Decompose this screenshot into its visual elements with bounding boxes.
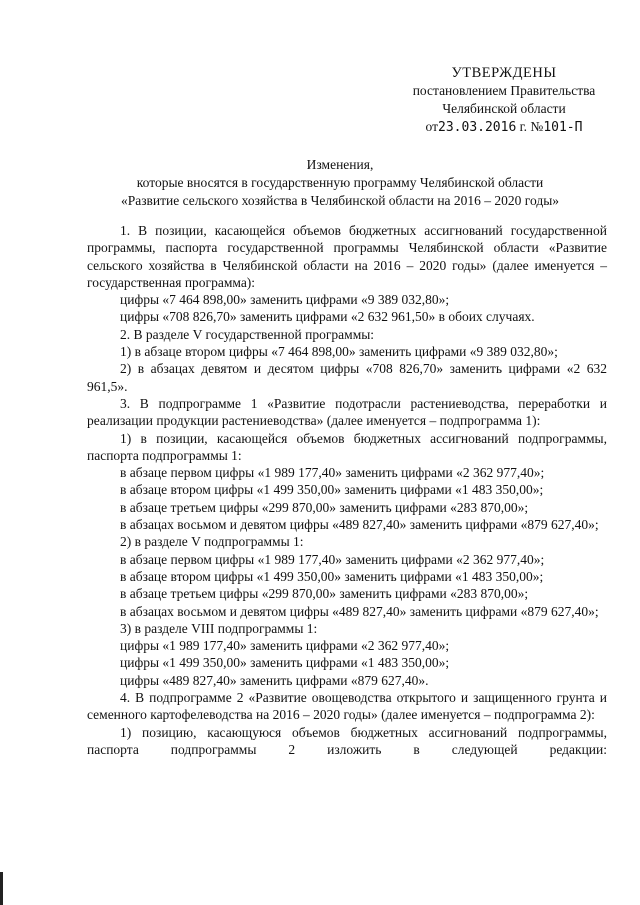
- paragraph-9: в абзаце первом цифры «1 989 177,40» заменить цифрами «2 362 977,40»;: [120, 465, 545, 481]
- approval-date-line: [384, 118, 624, 137]
- title-line-2: которые вносятся в государственную программу Челябинской области: [136, 175, 544, 190]
- paragraph-15: в абзаце втором цифры «1 499 350,00» заменить цифрами «1 483 350,00»;: [120, 568, 544, 584]
- paragraph-21: цифры «489 827,40» заменить цифрами «879 627,40».: [120, 672, 429, 688]
- paragraph-19: цифры «1 989 177,40» заменить цифрами «2 362 977,40»;: [120, 638, 450, 654]
- paragraph-6: 2) в абзацах девятом и десятом цифры «708 826,70» заменить цифрами «2 632 961,5».: [87, 361, 607, 394]
- title-line-3: «Развитие сельского хозяйства в Челябинской области на 2016 – 2020 годы»: [120, 193, 560, 208]
- paragraph-16: в абзаце третьем цифры «299 870,00» заменить цифрами «283 870,00»;: [120, 586, 529, 602]
- document-title: [60, 156, 620, 210]
- paragraph-10: в абзаце втором цифры «1 499 350,00» заменить цифрами «1 483 350,00»;: [120, 482, 544, 498]
- paragraph-20: цифры «1 499 350,00» заменить цифрами «1 483 350,00»;: [120, 655, 450, 671]
- paragraph-3: цифры «708 826,70» заменить цифрами «2 632 961,50» в обоих случаях.: [120, 309, 535, 325]
- paragraph-1: 1. В позиции, касающейся объемов бюджетных ассигнований государственной программы, паспорта государственной программы Челябинской области «Развитие сельского хозяйства в Челябинской области на 2016 – 2020 годы» (далее именуется – государственная программа):: [87, 223, 607, 290]
- title-line-1: Изменения,: [306, 157, 374, 172]
- paragraph-18: 3) в разделе VIII подпрограммы 1:: [120, 620, 318, 636]
- paragraph-2: цифры «7 464 898,00» заменить цифрами «9 389 032,80»;: [120, 292, 450, 308]
- paragraph-7: 3. В подпрограмме 1 «Развитие подотрасли растениеводства, переработки и реализации продукции растениеводства» (далее именуется – подпрограмма 1):: [87, 395, 607, 429]
- date-suffix: г. №: [519, 119, 544, 134]
- paragraph-23: 1) позицию, касающуюся объемов бюджетных ассигнований подпрограммы, паспорта подпрограммы 2 изложить в следующей редакции:: [87, 724, 607, 757]
- approval-block: [384, 64, 624, 137]
- paragraph-4: 2. В разделе V государственной программы:: [120, 326, 375, 342]
- scan-edge-mark: [0, 872, 3, 905]
- approval-issuer: постановлением Правительства: [412, 83, 596, 98]
- paragraph-11: в абзаце третьем цифры «299 870,00» заменить цифрами «283 870,00»;: [120, 499, 529, 515]
- paragraph-14: в абзаце первом цифры «1 989 177,40» заменить цифрами «2 362 977,40»;: [120, 551, 545, 567]
- approval-date: 23.03.2016: [438, 120, 517, 135]
- paragraph-17: в абзацах восьмом и девятом цифры «489 827,40» заменить цифрами «879 627,40»;: [120, 603, 599, 619]
- approval-number: 101-П: [543, 120, 583, 135]
- approval-region: Челябинской области: [442, 101, 566, 116]
- date-prefix: от: [425, 119, 439, 134]
- paragraph-22: 4. В подпрограмме 2 «Развитие овощеводства открытого и защищенного грунта и семенного картофелеводства на 2016 – 2020 годы» (далее именуется – подпрограмма 2):: [87, 690, 607, 723]
- paragraph-13: 2) в разделе V подпрограммы 1:: [120, 534, 304, 550]
- paragraph-5: 1) в абзаце втором цифры «7 464 898,00» заменить цифрами «9 389 032,80»;: [120, 344, 558, 360]
- paragraph-8: 1) в позиции, касающейся объемов бюджетных ассигнований подпрограммы, паспорта подпрограммы 1:: [87, 430, 607, 463]
- approval-heading: УТВЕРЖДЕНЫ: [451, 65, 557, 81]
- paragraph-12: в абзацах восьмом и девятом цифры «489 827,40» заменить цифрами «879 627,40»;: [120, 517, 599, 533]
- document-body: [87, 222, 607, 758]
